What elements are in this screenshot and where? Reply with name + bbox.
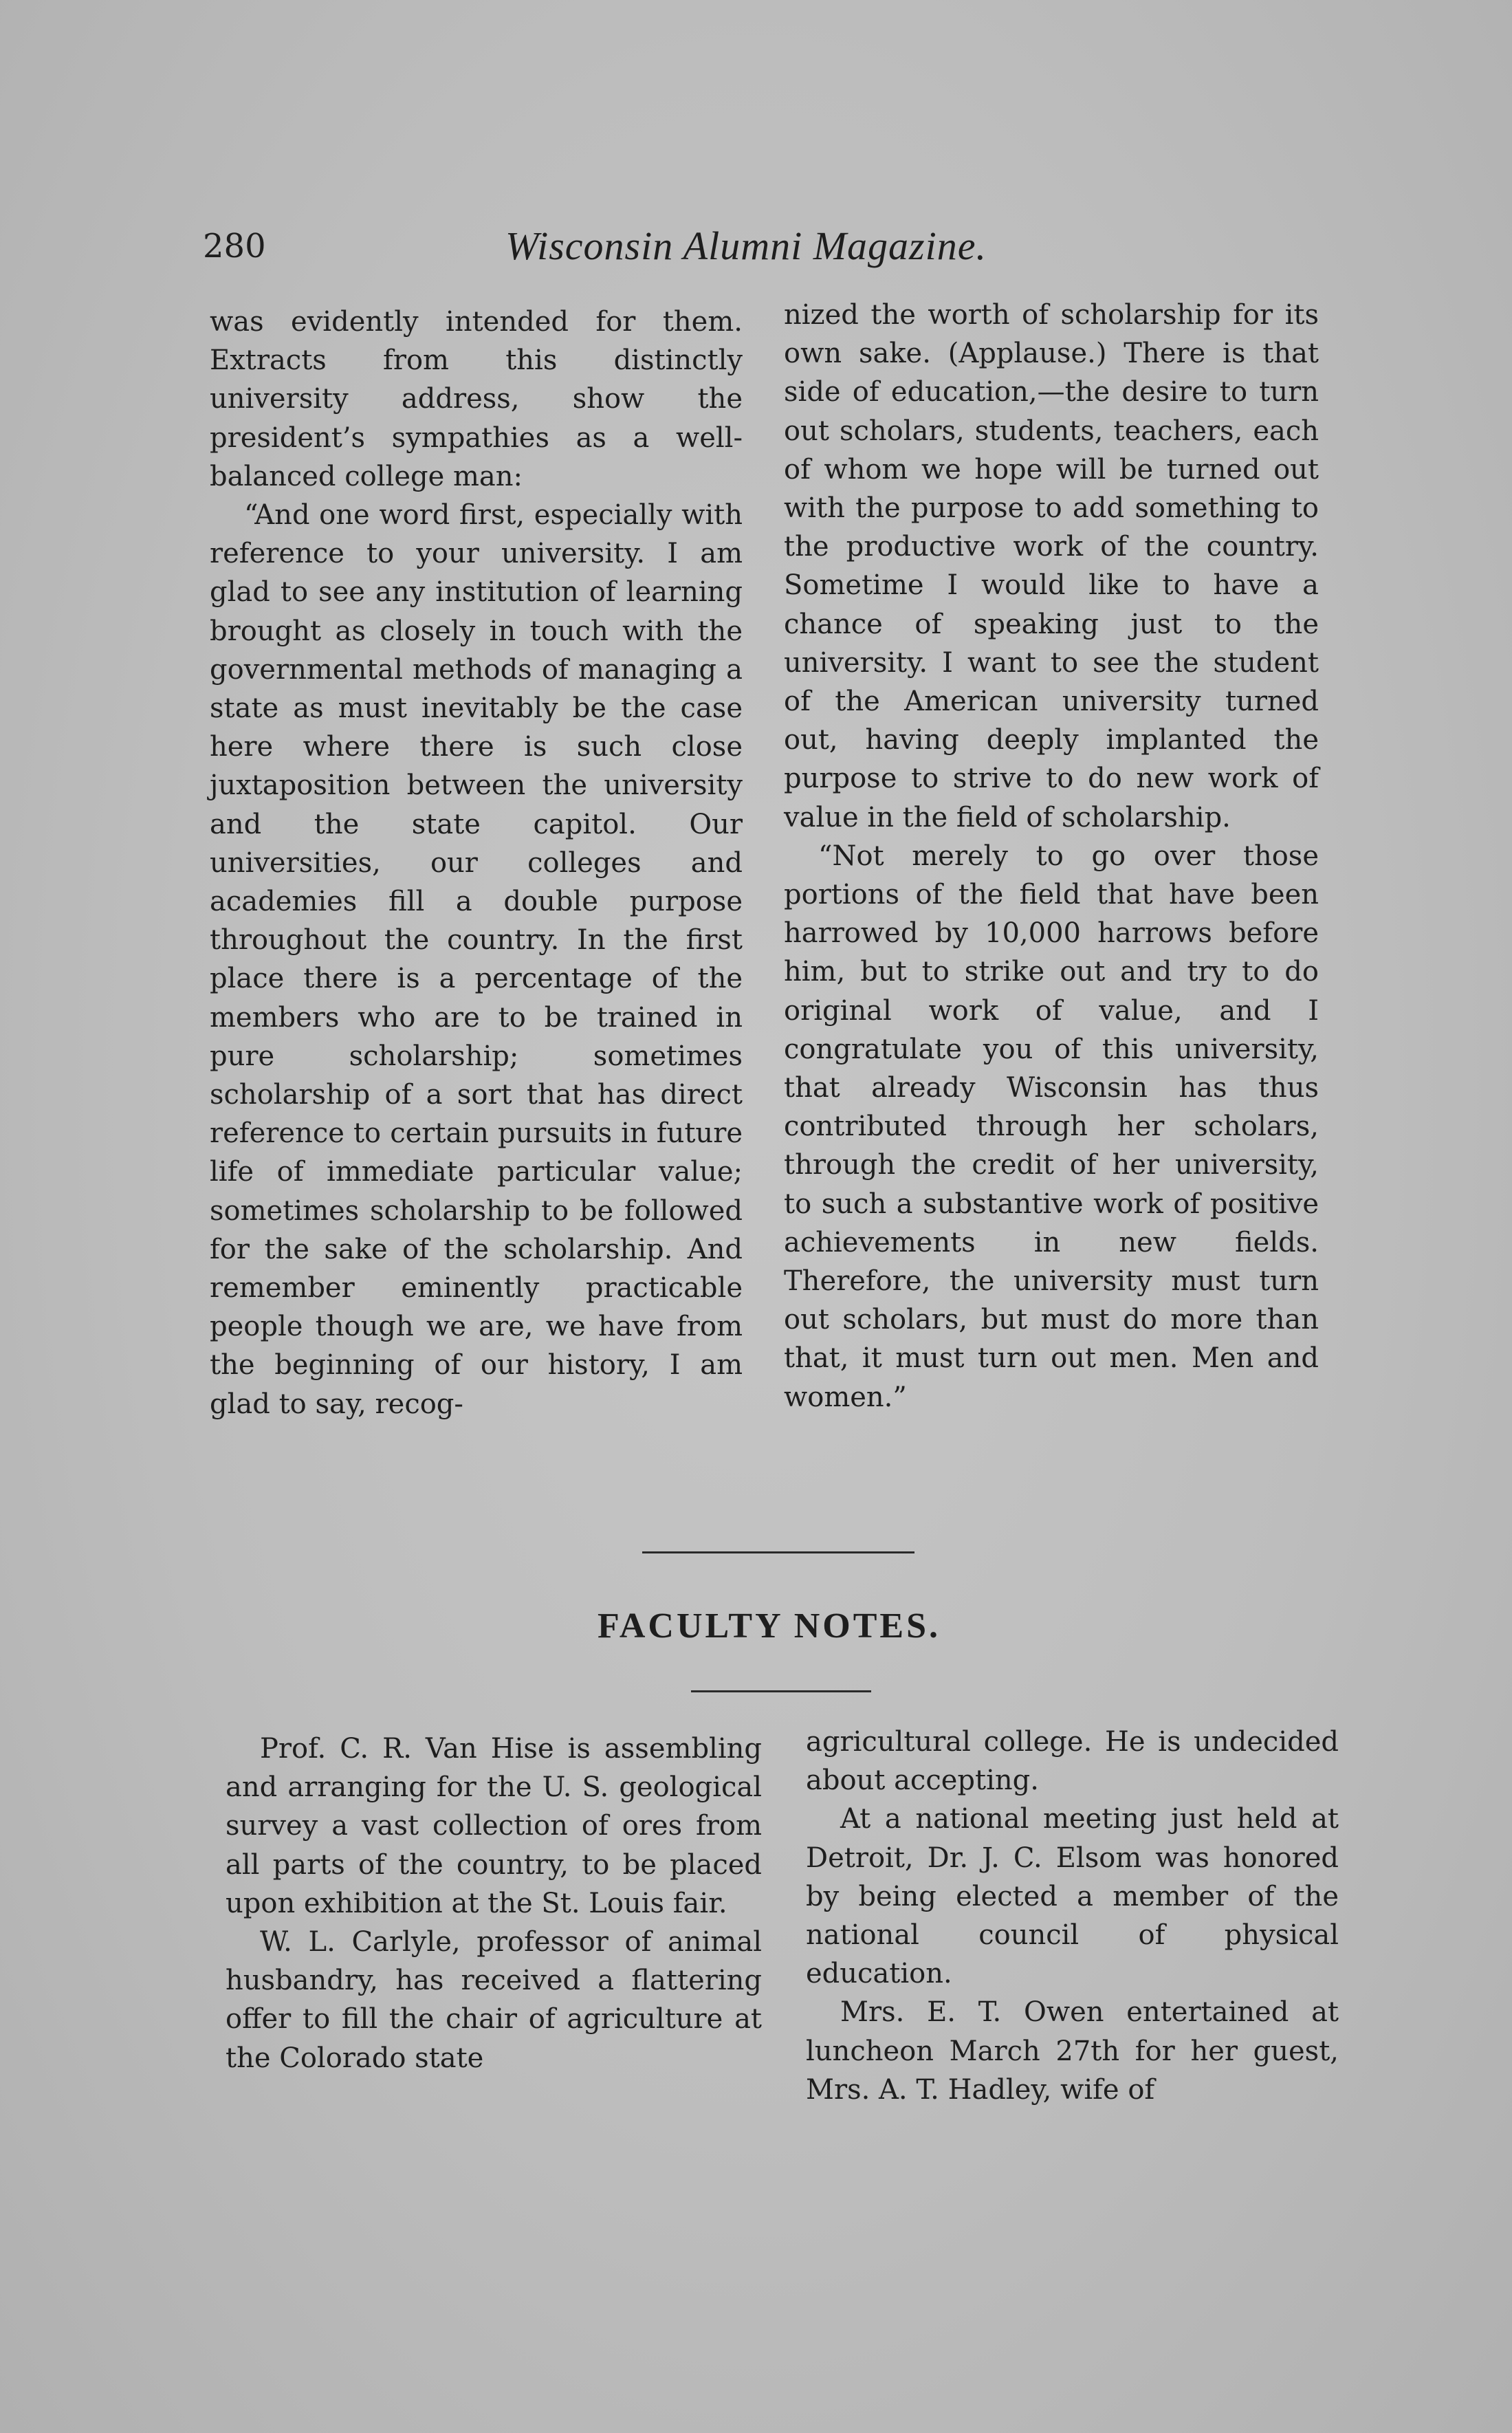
faculty-note: W. L. Carlyle, professor of animal husbandry, has received a flattering offer to fill the chair of agriculture at the Colorado state bbox=[226, 1926, 762, 2074]
faculty-note: At a national meeting just held at Detroit, Dr. J. C. Elsom was honored by being elected a member of the national council of physical education. bbox=[806, 1803, 1339, 1990]
faculty-note: Prof. C. R. Van Hise is assembling and arranging for the U. S. geological survey a vast collection of ores from all parts of the country, to be placed upon exhibition at the St. Louis fair. bbox=[226, 1733, 762, 1919]
address-paragraph: “Not merely to go over those portions of the field that have been harrowed by 10,000 harrows before him, but to strike out and try to do original work of value, and I congratulate you of this university, that already Wisconsin has thus contributed through her scholars, through the credit of her university, to such a substantive work of positive achievements in new fields. Therefore, the university must turn out scholars, but must do more than that, it must turn out men. Men and women.” bbox=[784, 840, 1319, 1413]
faculty-note: agricultural college. He is undecided about accepting. bbox=[806, 1726, 1339, 1797]
page-header bbox=[203, 219, 1097, 274]
address-left-column bbox=[210, 303, 743, 1423]
faculty-notes-right-column bbox=[806, 1723, 1339, 2109]
section-divider bbox=[642, 1551, 914, 1553]
running-title: Wisconsin Alumni Magazine. bbox=[505, 223, 987, 268]
page-number: 280 bbox=[203, 227, 266, 265]
faculty-note: Mrs. E. T. Owen entertained at luncheon March 27th for her guest, Mrs. A. T. Hadley, wife of bbox=[806, 1996, 1339, 2106]
section-heading: FACULTY NOTES. bbox=[597, 1606, 941, 1646]
heading-underline bbox=[691, 1690, 871, 1692]
address-right-column bbox=[784, 296, 1319, 1417]
address-paragraph: “And one word first, especially with reference to your university. I am glad to see any institution of learning brought as closely in touch with the governmental methods of managing a state as must inevitably be the case here where there is such close juxtaposition between the university and the state capitol. Our universities, our colleges and academies fill a double purpose throughout the country. In the first place there is a percentage of the members who are to be trained in pure scholarship; sometimes scholarship of a sort that has direct reference to certain pursuits in future life of immediate particular value; sometimes scholarship to be followed for the sake of the scholarship. And remember eminently practicable people though we are, we have from the beginning of our history, I am glad to say, recog- bbox=[210, 499, 743, 1420]
address-paragraph: was evidently intended for them. Extracts from this distinctly university address, show the president’s sympathies as a well-balanced college man: bbox=[210, 306, 743, 492]
faculty-notes-left-column bbox=[226, 1730, 762, 2077]
address-paragraph: nized the worth of scholarship for its own sake. (Applause.) There is that side of education,—the desire to turn out scholars, students, teachers, each of whom we hope will be turned out with the purpose to add something to the productive work of the country. Sometime I would like to have a chance of speaking just to the university. I want to see the student of the American university turned out, having deeply implanted the purpose to strive to do new work of value in the field of scholarship. bbox=[784, 299, 1319, 833]
